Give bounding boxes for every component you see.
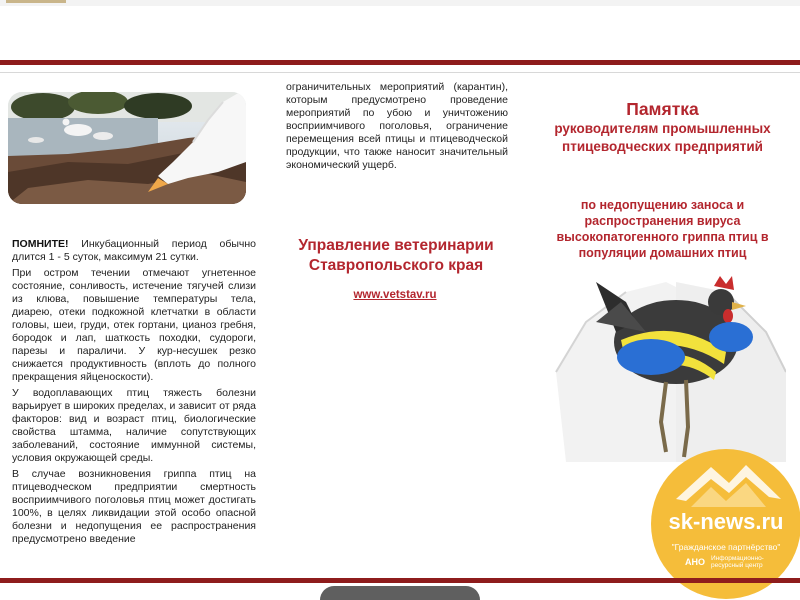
organization-title: Управление ветеринарии Ставропольского края [298, 237, 494, 274]
badge-organization: "Гражданское партнёрство" [671, 542, 781, 552]
badge-center: Информационно-ресурсный центр [711, 555, 764, 569]
top-strip [0, 0, 800, 6]
memo-description: по недопущению заноса и распространения вируса высокопатогенного гриппа птиц в популяции домашних птиц [556, 198, 769, 260]
geese-photo [8, 92, 246, 204]
mortality-paragraph: В случае возникновения гриппа птиц на птицеводческом предприятии смертность восприимчивого поголовья птиц может достигать 100%, в целях ликвидации этой особо опасной болезни и недопущения ее распространения предусмотрено введение [12, 468, 256, 545]
sk-news-badge [651, 449, 800, 599]
remember-label: ПОМНИТЕ! [12, 238, 69, 250]
badge-ano: АНО [685, 557, 705, 567]
memo-title: Памятка [626, 99, 699, 119]
bottom-red-bar [0, 578, 800, 583]
badge-site-name: sk-news.ru [668, 509, 784, 534]
bottom-shadow [320, 586, 480, 600]
left-text-column [12, 238, 256, 549]
middle-text-column [286, 81, 508, 172]
chicken-photo [536, 262, 786, 462]
top-red-bar [0, 60, 800, 65]
website-link[interactable]: www.vetstav.ru [353, 289, 437, 301]
grey-rule [0, 72, 800, 73]
memo-subtitle: руководителям промышленных птицеводческих предприятий [554, 121, 771, 154]
quarantine-paragraph: ограничительных мероприятий (карантин), которым предусмотрено проведение мероприятий по убою и уничтожению восприимчивого поголовья, ограничение перемещения всей птицы и птицеводческой продукции, что также наносит значительный экономический ущерб. [286, 81, 508, 171]
top-strip-mark [6, 0, 66, 3]
remember-text: Инкубационный период обычно длится 1 - 5 суток, максимум 21 сутки. [12, 238, 256, 263]
remember-paragraph [12, 238, 256, 264]
symptoms-paragraph: При остром течении отмечают угнетенное состояние, сонливость, истечение тягучей слизи из клюва, повышение температуры тела, диарею, отеки подкожной клетчатки в области головы, шеи, груди, отек гортани, цианоз гребня, бородок и лап, шаткость походки, судороги, парезы и параличи. У кур-несушек резко снижается продуктивность (вплоть до полного прекращения яйценоскости). [12, 267, 256, 383]
waterfowl-paragraph: У водоплавающих птиц тяжесть болезни варьирует в широких пределах, и зависит от ряда факторов: вид и возраст птиц, биологические свойства штамма, наличие сопутствующих заболеваний, состояние иммунной системы, условия окружающей среды. [12, 387, 256, 464]
